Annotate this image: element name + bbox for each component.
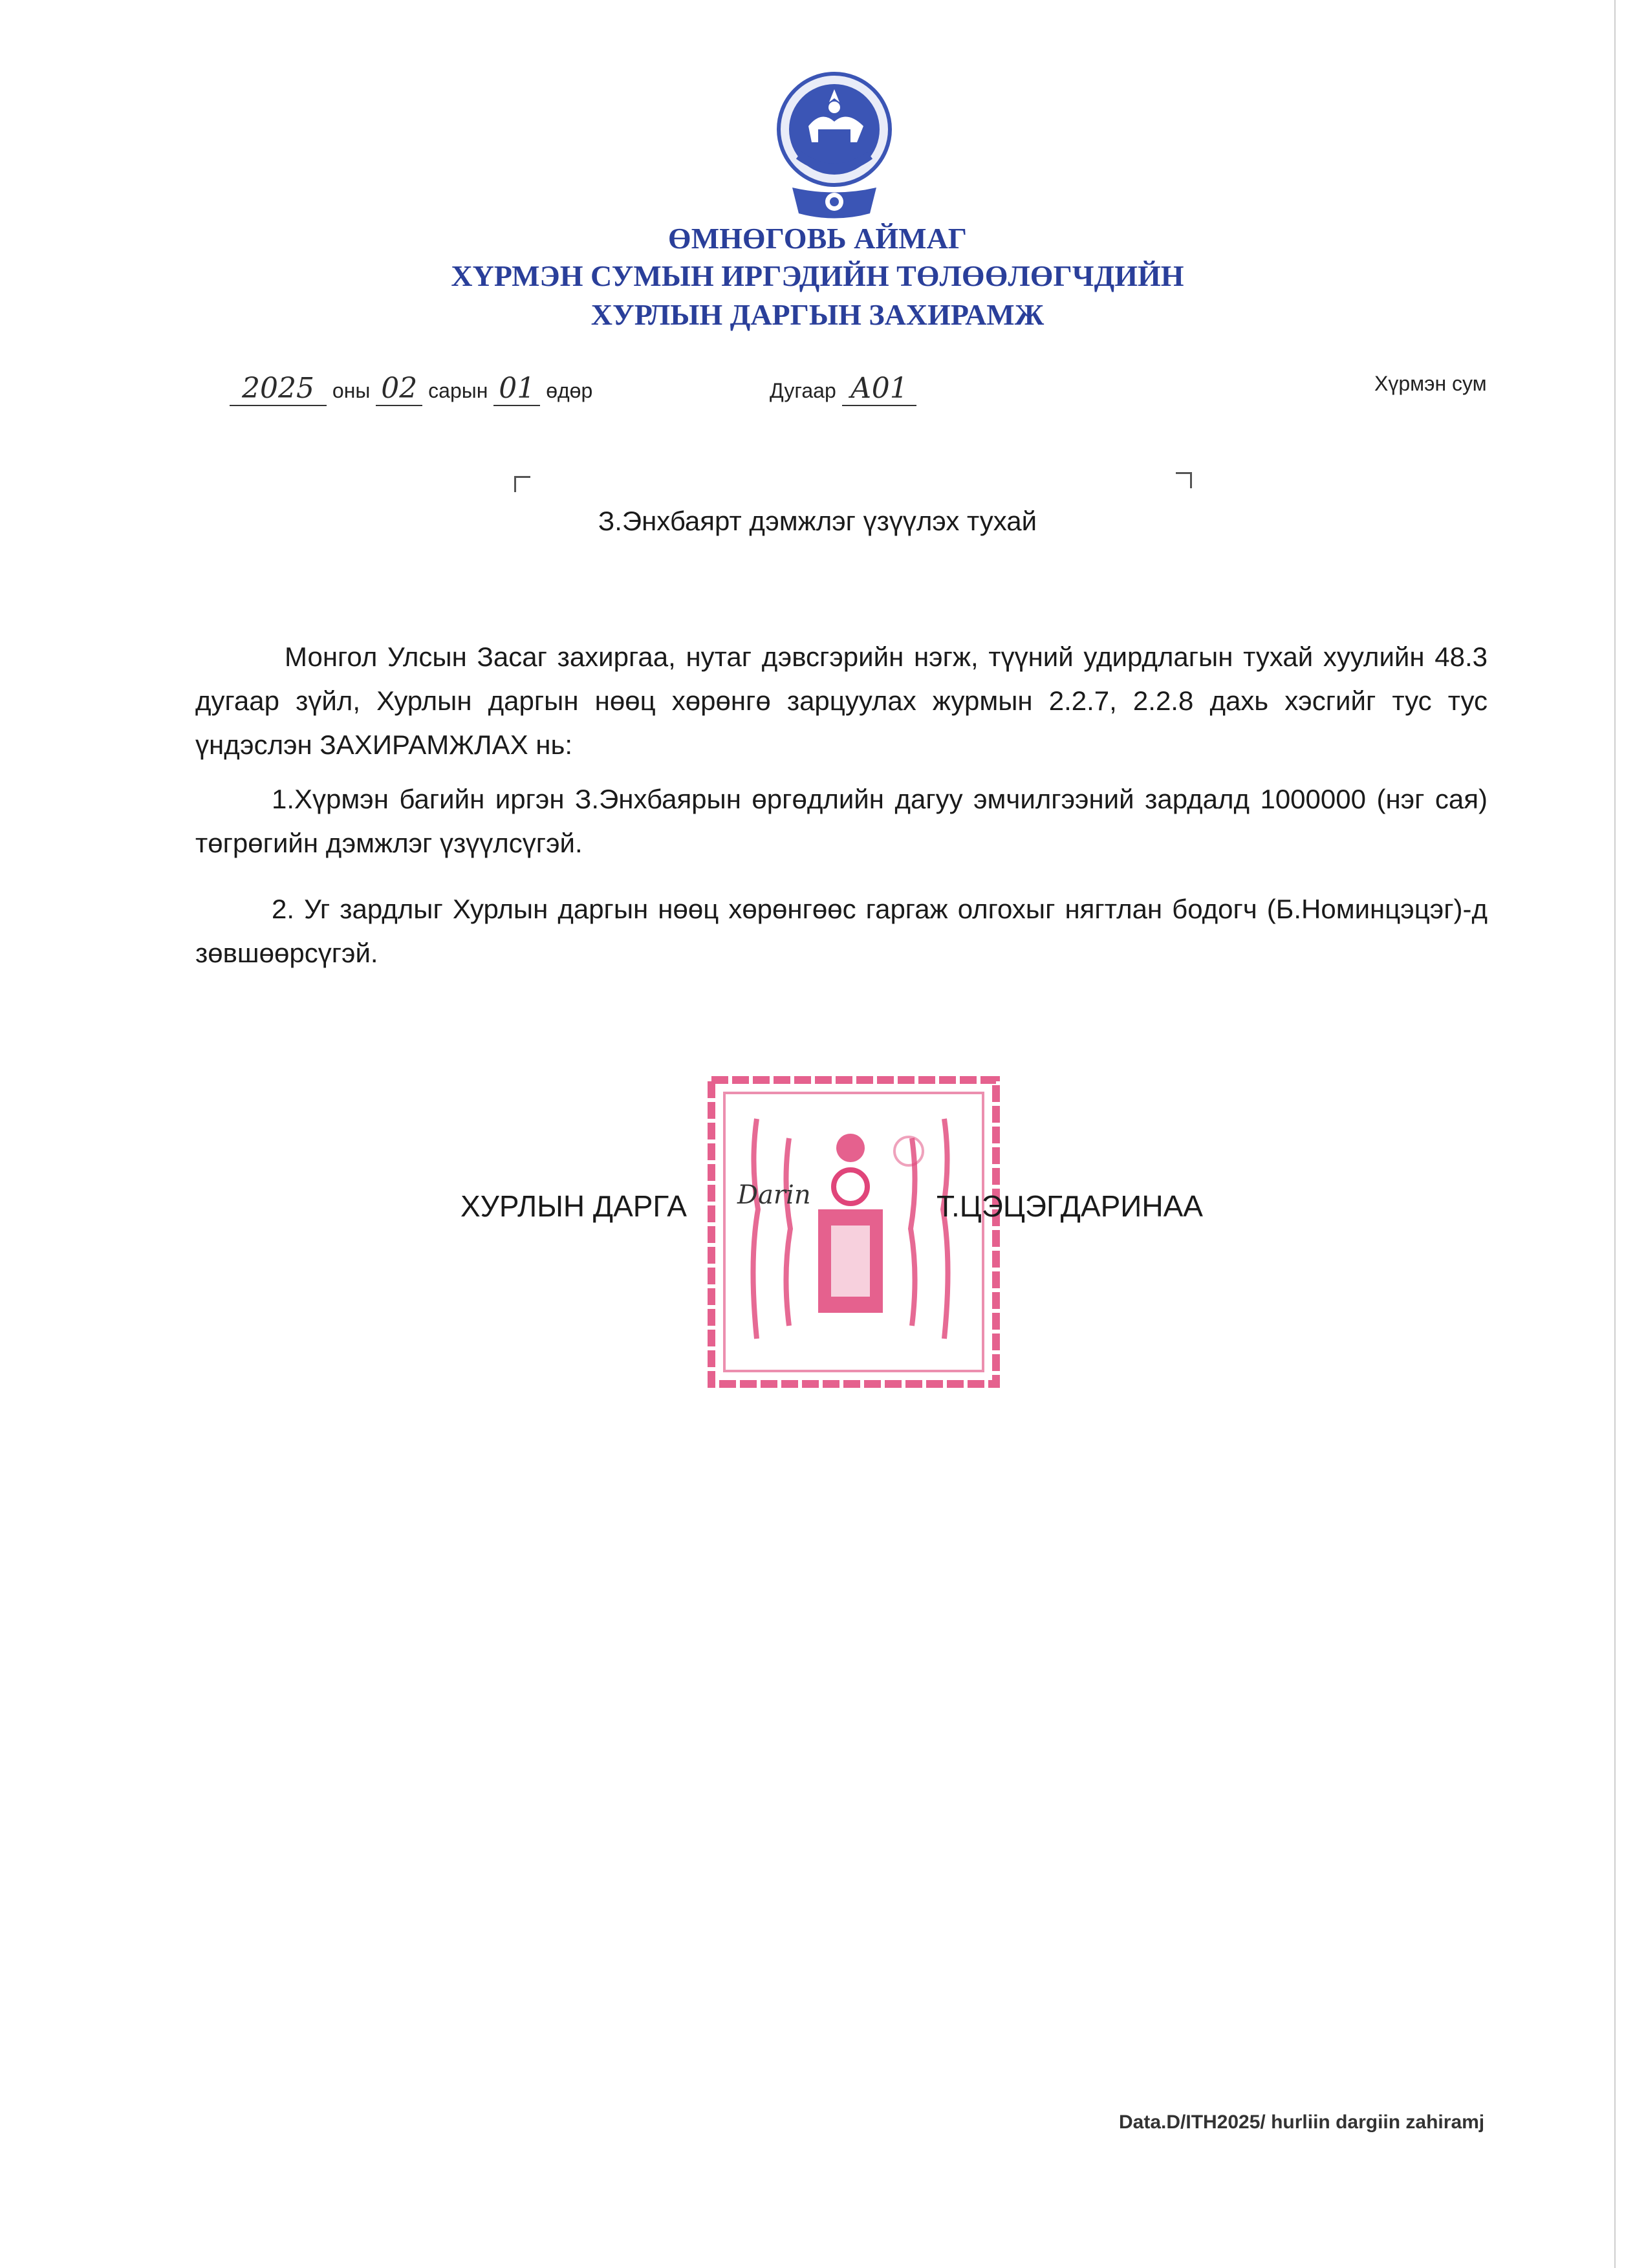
number-value: А01 bbox=[842, 372, 916, 406]
header-line-3: ХУРЛЫН ДАРГЫН ЗАХИРАМЖ bbox=[590, 298, 1045, 331]
date-day: 01 bbox=[493, 372, 540, 406]
document-title: З.Энхбаярт дэмжлэг үзүүлэх тухай bbox=[598, 506, 1037, 536]
order-item-2: 2. Уг зардлыг Хурлын даргын нөөц хөрөнгөөс гаргаж олгохыг нягтлан бодогч (Б.Номинцэцэг)-д зөвшөөрсүгэй. bbox=[195, 894, 1488, 968]
place-name: Хүрмэн сум bbox=[1374, 372, 1487, 395]
preamble-key: ЗАХИРАМЖЛАХ bbox=[319, 729, 528, 760]
footer-reference: Data.D/ITH2025/ hurliin dargiin zahiramj bbox=[1119, 2111, 1485, 2133]
preamble-end: нь: bbox=[536, 729, 573, 760]
title-corner-right bbox=[1176, 472, 1192, 488]
title-corner-left bbox=[514, 476, 530, 492]
signature-name: Т.ЦЭЦЭГДАРИНАА bbox=[937, 1189, 1203, 1223]
handwritten-signature: Darin bbox=[737, 1180, 811, 1210]
signature-role: ХУРЛЫН ДАРГА bbox=[460, 1189, 687, 1223]
header-line-1: ӨМНӨГОВЬ АЙМАГ bbox=[667, 222, 968, 255]
preamble-paragraph bbox=[195, 635, 1488, 767]
preamble-lead: Монгол Улсын Засаг захиргаа, нутаг дэвсгэрийн нэгж, түүний удирдлагын тухай хуулийн 48.3 дугаар зүйл, Хурлын даргын нөөц хөрөнгө зарцуулах журмын 2.2.7, 2.2.8 дахь хэсгийг тус тус үндэслэн bbox=[195, 642, 1488, 760]
date-year: 2025 bbox=[230, 372, 327, 406]
header-line-2: ХҮРМЭН СУМЫН ИРГЭДИЙН ТӨЛӨӨЛӨГЧДИЙН bbox=[451, 259, 1184, 292]
date-month-suffix: сарын bbox=[428, 379, 488, 402]
date-year-suffix: оны bbox=[332, 379, 371, 402]
scan-edge bbox=[1614, 0, 1616, 2268]
number-label: Дугаар bbox=[770, 379, 836, 402]
document-number bbox=[770, 372, 916, 406]
date-day-suffix: өдөр bbox=[546, 379, 593, 402]
state-emblem-icon bbox=[773, 65, 896, 230]
date-line bbox=[230, 372, 592, 406]
date-month: 02 bbox=[376, 372, 422, 406]
order-item-1: 1.Хүрмэн багийн иргэн З.Энхбаярын өргөдлийн дагуу эмчилгээний зардалд 1000000 (нэг сая) төгрөгийн дэмжлэг үзүүлсүгэй. bbox=[195, 784, 1488, 858]
official-seal-stamp bbox=[686, 1067, 1015, 1403]
